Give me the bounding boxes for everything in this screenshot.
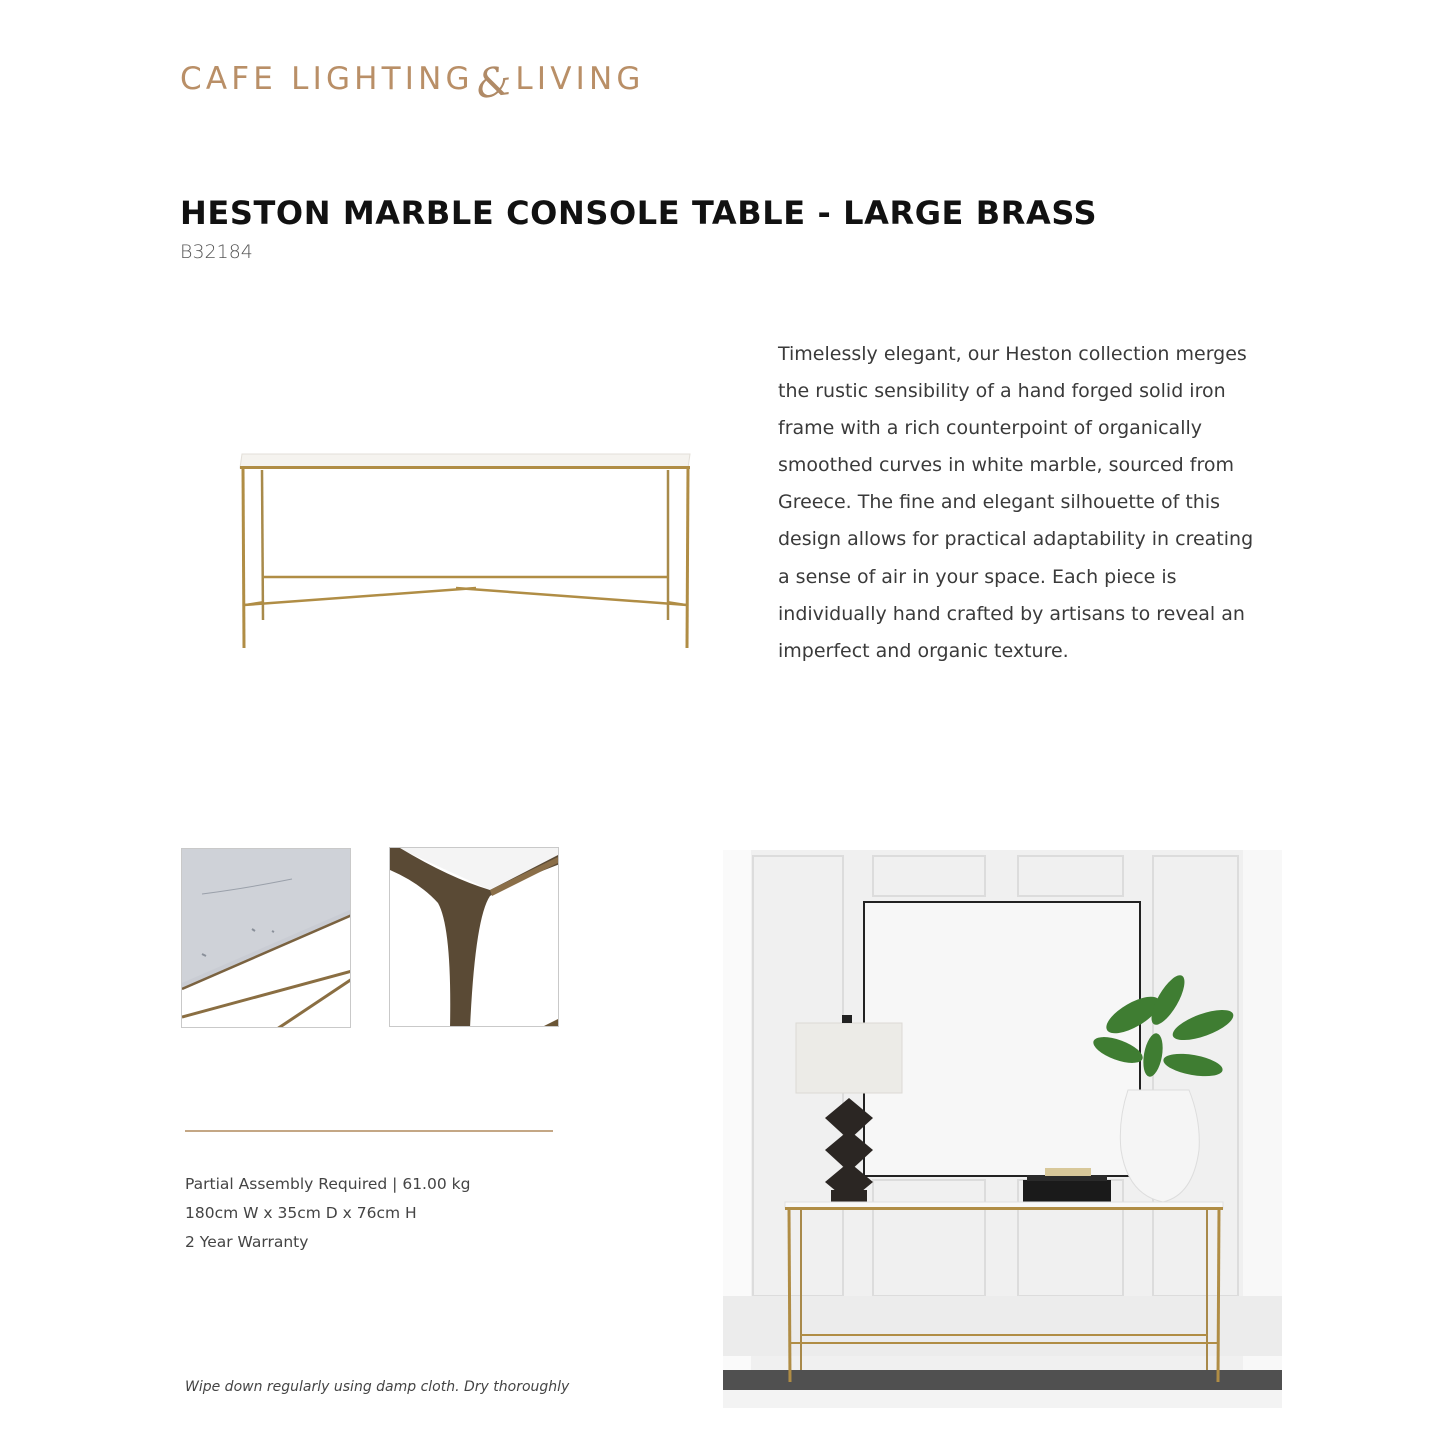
product-hero-image xyxy=(236,440,696,655)
thumbnail-marble-detail xyxy=(181,848,351,1028)
description-line: individually hand crafted by artisans to reveal an xyxy=(778,602,1245,625)
brand-ampersand: & xyxy=(472,57,515,109)
description-line: smoothed curves in white marble, sourced from xyxy=(778,454,1234,477)
product-description xyxy=(778,336,1254,670)
care-instructions: Wipe down regularly using damp cloth. Dry thoroughly xyxy=(185,1379,570,1395)
lifestyle-photo xyxy=(723,850,1282,1408)
product-specs xyxy=(185,1170,470,1257)
product-title: HESTON MARBLE CONSOLE TABLE - LARGE BRASS xyxy=(180,194,1098,232)
brand-logo xyxy=(180,56,645,109)
section-divider xyxy=(185,1130,553,1132)
description-line: Timelessly elegant, our Heston collection merges xyxy=(778,343,1247,365)
description-line: a sense of air in your space. Each piece is xyxy=(778,565,1177,588)
spec-warranty: 2 Year Warranty xyxy=(185,1233,309,1251)
description-line: design allows for practical adaptability in creating xyxy=(778,528,1254,551)
brand-name-left: CAFE LIGHTING xyxy=(180,61,474,97)
brand-name-right: LIVING xyxy=(515,61,645,97)
description-line: Greece. The fine and elegant silhouette of this xyxy=(778,491,1221,514)
spec-dimensions: 180cm W x 35cm D x 76cm H xyxy=(185,1204,417,1222)
description-line: frame with a rich counterpoint of organically xyxy=(778,417,1203,440)
spec-assembly-weight: Partial Assembly Required | 61.00 kg xyxy=(185,1175,471,1193)
product-sku: B32184 xyxy=(180,241,253,263)
description-line: imperfect and organic texture. xyxy=(778,639,1069,662)
thumbnail-leg-detail xyxy=(389,847,559,1027)
description-line: the rustic sensibility of a hand forged solid iron xyxy=(778,380,1226,403)
